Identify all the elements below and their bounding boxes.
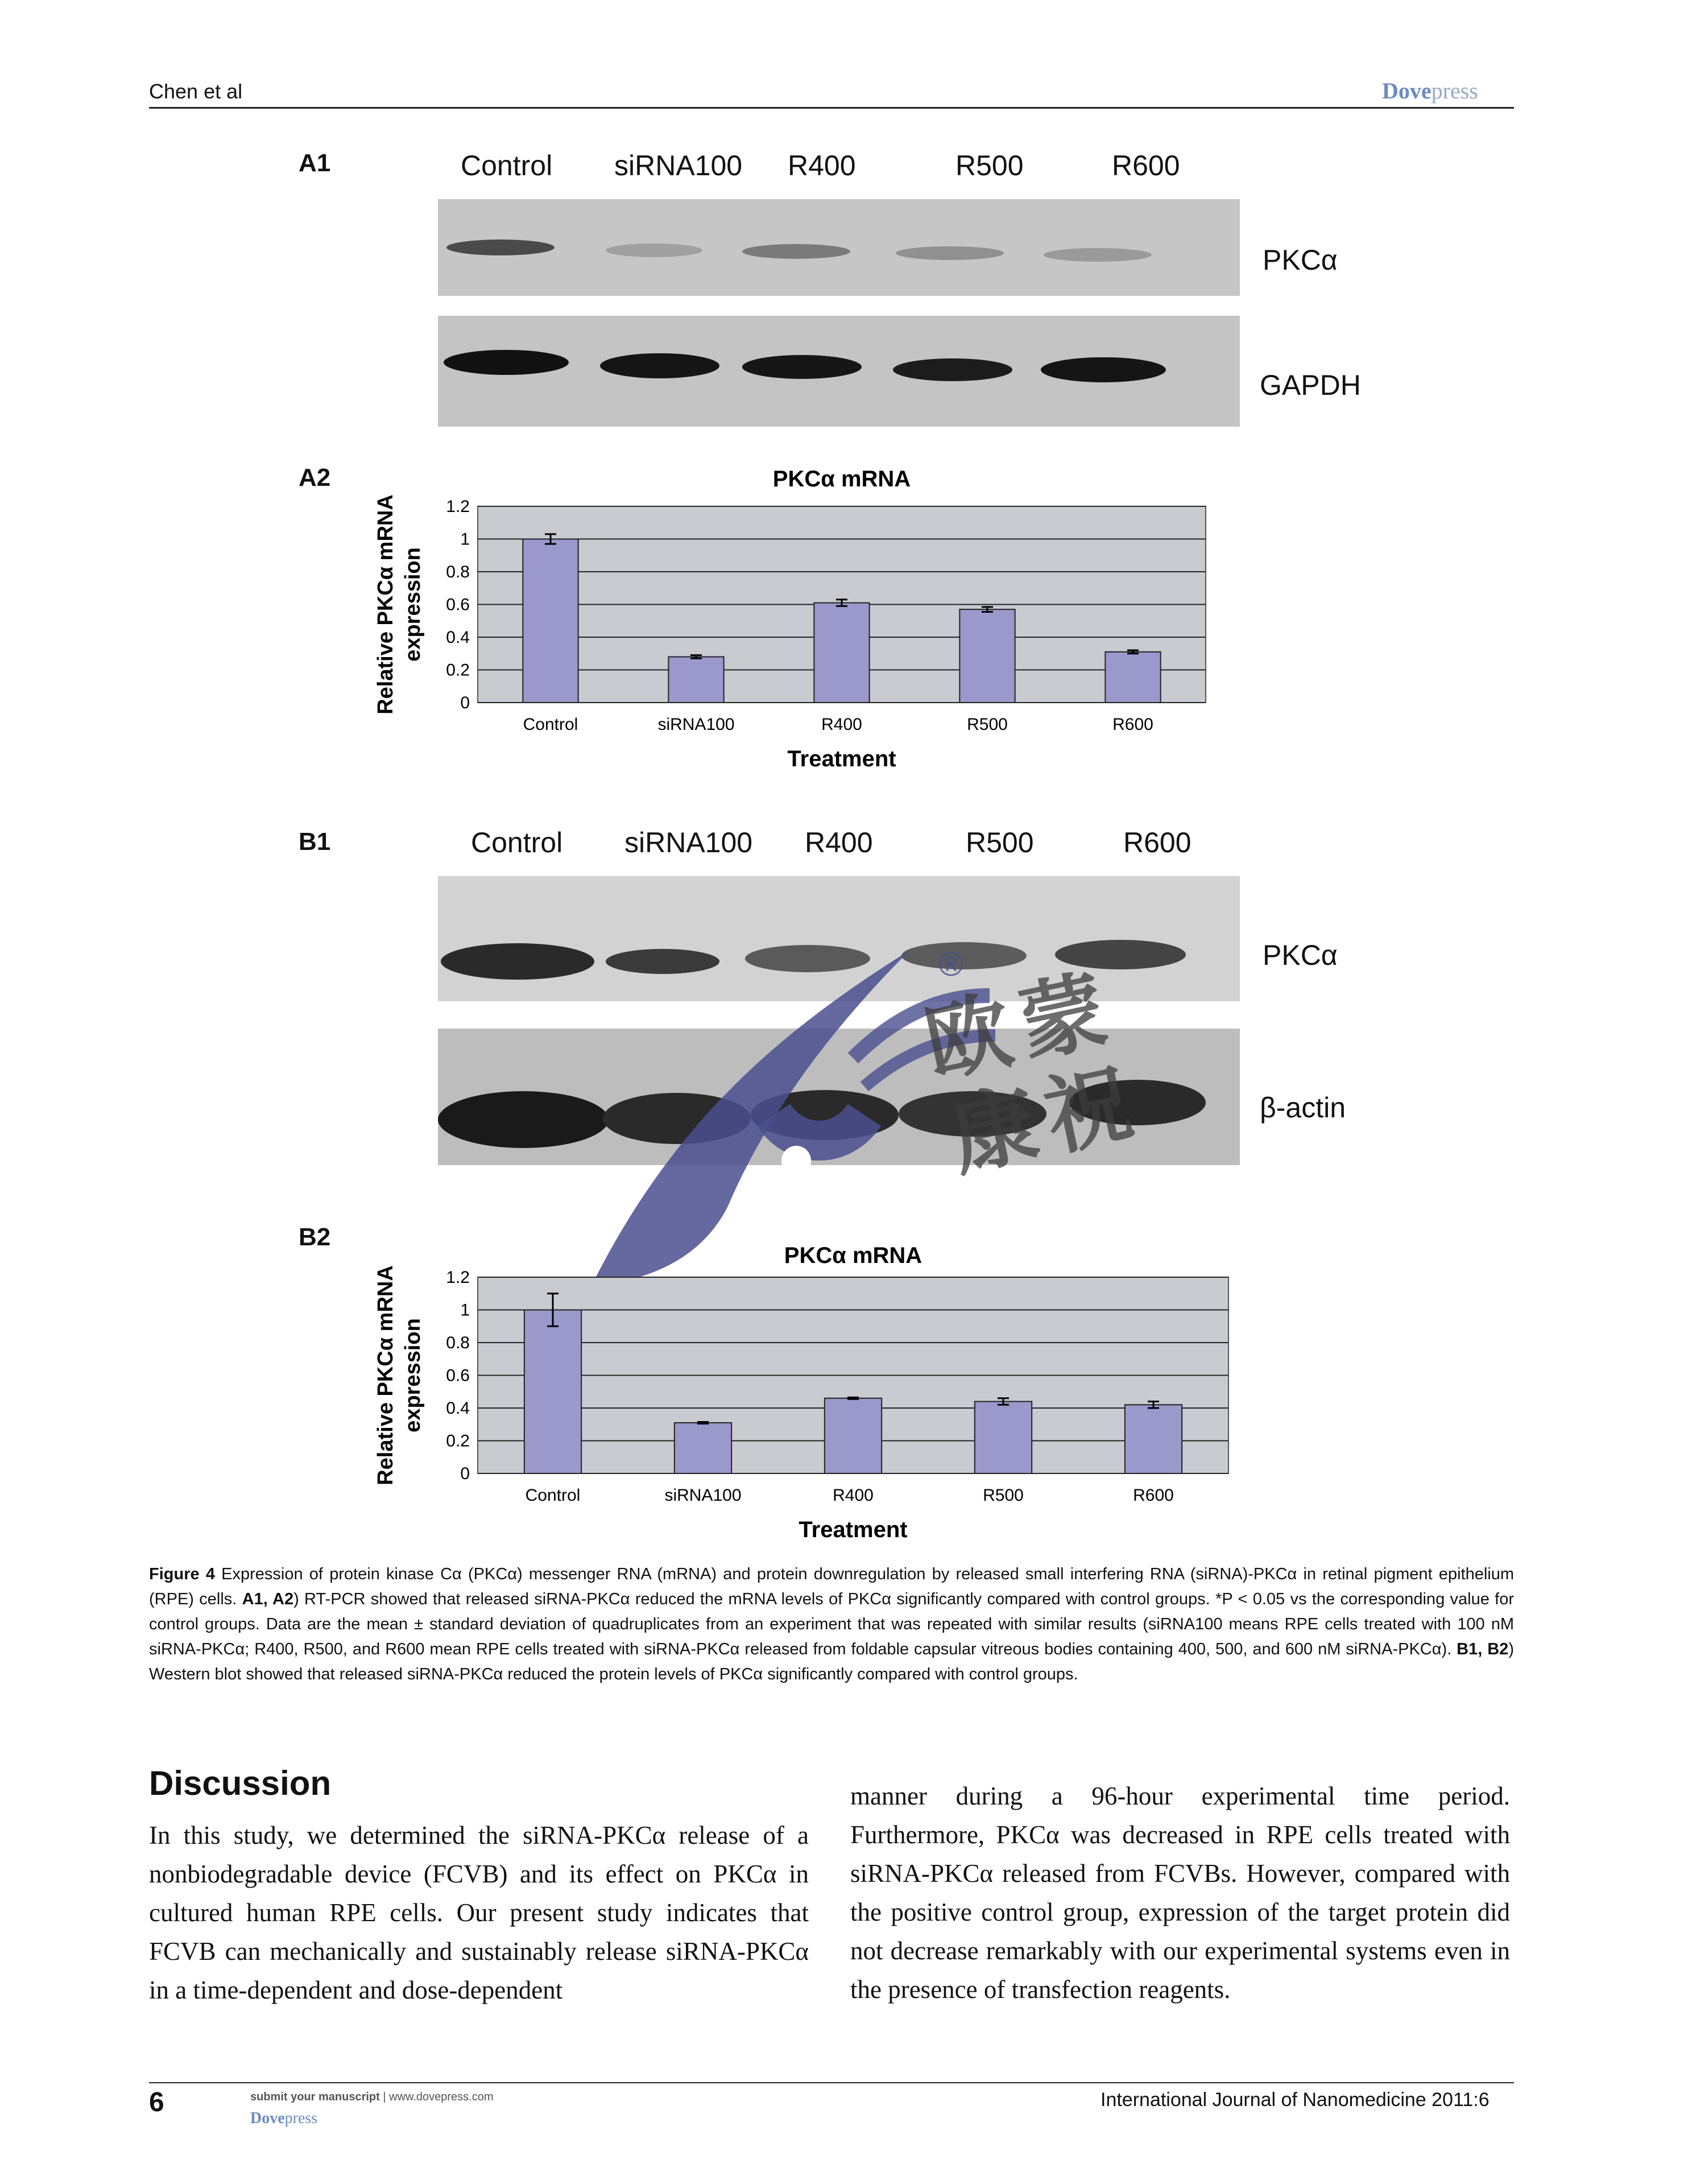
band [1041, 357, 1166, 382]
x-tick-label: R400 [821, 715, 862, 734]
b2-bar-chart [364, 1217, 1274, 1550]
b1-lane-r500: R500 [966, 827, 1034, 858]
bar [675, 1423, 731, 1473]
bar [523, 539, 578, 703]
b1-row-actin: β-actin [1260, 1092, 1346, 1124]
b1-lane-control: Control [471, 827, 563, 858]
y-tick-label: 0 [460, 693, 470, 712]
submit-manuscript-link[interactable]: submit your manuscript | www.dovepress.com [250, 2091, 494, 2103]
a1-lane-control: Control [461, 150, 553, 181]
y-tick-label: 0.4 [446, 628, 470, 647]
bar [959, 609, 1015, 703]
x-tick-label: R600 [1112, 715, 1153, 734]
a1-row-pkca: PKCα [1263, 244, 1338, 276]
y-axis-label: expression [401, 1318, 425, 1432]
watermark-char: 祝 [1037, 1055, 1140, 1167]
bar [814, 603, 869, 703]
y-tick-label: 1 [460, 1301, 470, 1320]
publisher-logo: Dovepress [1382, 78, 1478, 104]
band [896, 246, 1004, 260]
y-tick-label: 0.8 [446, 1333, 470, 1352]
section-heading-discussion: Discussion [149, 1764, 332, 1802]
y-tick-label: 0.2 [446, 660, 470, 680]
panel-label-a2: A2 [299, 464, 331, 492]
watermark-registered: ® [938, 945, 964, 983]
bar [524, 1310, 581, 1474]
y-tick-label: 0.6 [446, 1366, 470, 1385]
bar [668, 657, 723, 703]
a1-lane-r500: R500 [955, 150, 1024, 181]
footer-brand: Dovepress [250, 2109, 318, 2127]
panel-label-a1: A1 [299, 149, 331, 177]
x-axis-label: Treatment [799, 1517, 908, 1542]
y-tick-label: 1.2 [446, 1268, 470, 1287]
watermark-char: 欧 [916, 981, 1020, 1093]
panel-label-b1: B1 [299, 828, 331, 856]
header-rule [149, 107, 1514, 109]
band [446, 240, 555, 255]
y-axis-label: Relative PKCα mRNA [374, 1265, 398, 1485]
x-tick-label: siRNA100 [657, 715, 735, 734]
watermark-char: 蒙 [1011, 961, 1115, 1073]
band [742, 355, 862, 379]
bar [1125, 1405, 1182, 1473]
y-tick-label: 1 [460, 530, 470, 549]
a2-bar-chart [364, 455, 1251, 785]
journal-citation: International Journal of Nanomedicine 2011:6 [1101, 2089, 1490, 2111]
a1-row-gapdh: GAPDH [1260, 369, 1361, 401]
bar [975, 1402, 1032, 1474]
x-tick-label: siRNA100 [664, 1486, 742, 1505]
y-axis-label: Relative PKCα mRNA [374, 494, 398, 715]
band [893, 358, 1012, 381]
y-tick-label: 0.6 [446, 595, 470, 614]
chart-title: PKCα mRNA [784, 1243, 922, 1268]
a1-gapdh-blot [438, 316, 1240, 427]
y-tick-label: 0.2 [446, 1431, 470, 1451]
b1-lane-sirna100: siRNA100 [624, 827, 753, 858]
band [742, 244, 850, 259]
x-axis-label: Treatment [787, 746, 896, 771]
band [600, 353, 719, 378]
x-tick-label: Control [523, 715, 578, 734]
page-number: 6 [149, 2087, 164, 2117]
b1-row-pkca: PKCα [1263, 939, 1338, 971]
panel-label-b2: B2 [299, 1223, 331, 1251]
discussion-right-column: manner during a 96-hour experimental time period. Furthermore, PKCα was decreased in RPE cells treated with siRNA-PKCα released from FCVBs. However, compared with the positive control group, expression of the target protein did not decrease remarkably with our experimental systems even in the presence of transfection reagents. [850, 1782, 1510, 2004]
a1-lane-r400: R400 [788, 150, 856, 181]
y-tick-label: 0.4 [446, 1399, 470, 1418]
band [1044, 248, 1152, 262]
bar [1105, 652, 1160, 703]
x-tick-label: R500 [967, 715, 1008, 734]
x-tick-label: R500 [983, 1486, 1024, 1505]
a1-pkca-blot [438, 199, 1240, 296]
bar [825, 1398, 882, 1473]
x-tick-label: R600 [1133, 1486, 1174, 1505]
chart-title: PKCα mRNA [772, 466, 911, 492]
discussion-left-column: In this study, we determined the siRNA-PKCα release of a nonbiodegradable device (FCVB) and its effect on PKCα in cultured human RPE cells. Our present study indicates that FCVB can mechanically and sustainably release siRNA-PKCα in a time-dependent and dose-dependent [149, 1821, 809, 2004]
band [606, 243, 702, 257]
y-tick-label: 0 [460, 1464, 470, 1483]
a1-lane-sirna100: siRNA100 [614, 150, 743, 181]
footer-rule [149, 2082, 1514, 2083]
y-axis-label: expression [401, 547, 425, 662]
y-tick-label: 0.8 [446, 563, 470, 581]
watermark-char: 康 [942, 1075, 1046, 1187]
figure-caption: Figure 4 Expression of protein kinase Cα (PKCα) messenger RNA (mRNA) and protein downregulation by released small interfering RNA (siRNA)-PKCα in retinal pigment epithelium (RPE) cells. A1, A2) RT-PCR showed that released siRNA-PKCα reduced the mRNA levels of PKCα significantly compared with control groups. *P < 0.05 vs the corresponding value for control groups. Data are the mean ± standard deviation of quadruplicates from an experiment that was repeated with similar results (siRNA100 means RPE cells treated with 100 nM siRNA-PKCα; R400, R500, and R600 mean RPE cells treated with siRNA-PKCα released from foldable capsular vitreous bodies containing 400, 500, and 600 nM siRNA-PKCα). B1, B2) Western blot showed that released siRNA-PKCα reduced the protein levels of PKCα significantly compared with control groups. [149, 1565, 1514, 1683]
b1-lane-r400: R400 [805, 827, 873, 858]
x-tick-label: R400 [833, 1486, 874, 1505]
running-head-author: Chen et al [149, 80, 243, 103]
band [444, 350, 569, 375]
x-tick-label: Control [525, 1486, 581, 1505]
b1-lane-r600: R600 [1123, 827, 1192, 858]
y-tick-label: 1.2 [446, 497, 470, 516]
a1-lane-r600: R600 [1112, 150, 1180, 181]
